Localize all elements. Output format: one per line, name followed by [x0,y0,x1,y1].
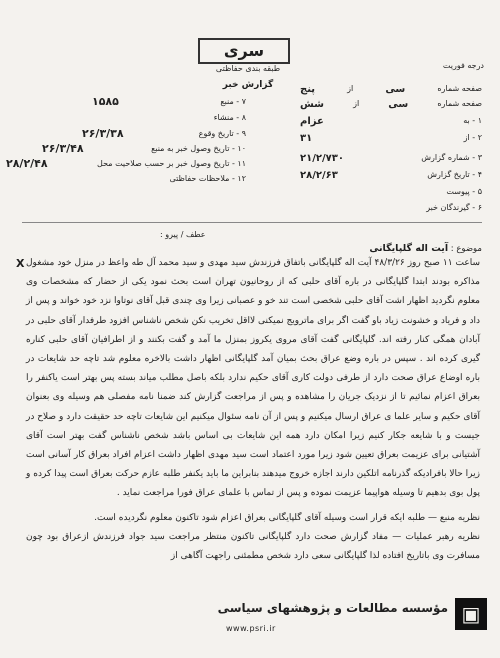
field-source-receipt-date-value: ۲۶/۳/۴۸ [42,142,84,155]
field-origin: ۸ - منشاء [213,113,246,122]
reference-label: عطف / پیرو : [160,230,206,239]
field-local-receipt-date-value: ۲۸/۲/۴۸ [6,157,48,170]
field-attachment: ۵ - پیوست [446,187,482,196]
field-source-value: ۱۵۸۵ [92,95,119,108]
header-divider [22,222,482,223]
field-report-number: ۳ - شماره گزارش ۲۱/۲/۷۳۰ [300,153,482,164]
report-body [26,254,480,566]
source-opinion: نظریه منبع — طلبه ایکه قرار است وسیله آقای گلپایگانی بعراق اعزام شود تاکنون معلوم نگردیده است. [94,512,480,523]
field-source: ۷ - منبع [220,97,246,106]
field-from: ۲ - از ۳۱ [300,133,482,144]
margin-mark: X [16,257,25,270]
field-security-notes: ۱۲ - ملاحظات حفاظتی [169,174,246,183]
urgency-label: درجه فوریت [442,61,484,70]
institute-logo-icon: ▣ [455,598,487,630]
body-paragraph: ساعت ۱۱ صبح روز ۴۸/۳/۲۶ آیت اله گلپایگانی باتفاق فرزندش سید مهدی و سید محمد آل طه واعظ در منزل خود مشغول مذاکره بودند ابتدا گلپایگانی در باره آقای حلبی که از روحانیون تهران است بحث نمود یکی از حضار که مشخصات وی معلوم نگردید اظهار اشت آقای حلبی شخصی است تند خو و عصبانی زیرا وی چندی قبل آقای نوتاوا نزد خود خواند و پس از داد و فریاد و خشونت زیاد باو گفت اگر برای ماترویج نمیکنی لااقل تخریب نکن شخص ناشناس افزود طرفدار آقای حلبی در آبادان همگی کنار رفته اند. گلپایگانی گفت آقای مروی یکروز بمنزل ما آمد و گفت بکنند و از اطرافیان آقای حلبی کناره گیری کرده اند . سپس در باره وضع عراق بحث بمیان آمد گلپایگانی اظهار داشت بالاخره معلوم شد تاچه حد شایعات در باره اوضاع عراق صحت دارد از طرفی دولت کاری آقای حکیم ندارد بلکه باصل مطلب میاند بسته پس بهتر است یاکنفر را بعراق اعزام نمائیم تا از نزدیک جریان را مشاهده و پس از مراجعت گزارش کند ضمنا نامه مفصلی هم وسیله وی بعنوان آقای حکیم و سایر علما ی عراق ارسال میکنیم و پس از آن نامه سئوال میکنیم این شایعات تاچه حد حقیقت دارد و صلاح در جیست و با شایعه جکار کنیم زیرا امکان دارد همه این شایعات بی اساس باشد شخص ناشناس گفت بهتر است آقای آشتیانی برای عزیمت بعراق تعیین شود زیرا مورد اعتماد است سید مهدی اظهار داشت اعزام افراد بعراق کار آسانی است زیرا حالا بافرادیکه گذرنامه اتلکین دارند اجازه خروج میدهند بنابراین ما باید یکنفر طلبه عازم حرکت بعراق است پیدا کرده و پول بوی بدهیم تا وسیله هواپیما عزیمت نموده و پس از تماس با علمای عراق فورا مراجعت نماید . [26,258,480,499]
field-occurrence-date-value: ۲۶/۳/۳۸ [82,127,124,140]
report-title: گزارش خبر [222,80,274,90]
field-source-receipt-date: ۱۰ - تاریخ وصول خبر به منبع [151,144,246,153]
operations-opinion: نظریه رهبر عملیات — مفاد گزارش صحت دارد گلپایگانی تاکنون منتظر مراجعت سید جواد فرزندش ازعراق بود چون مسافرت وی باتاریخ افتاده لذا گلپایگانی سعی دارد شخص مطمئنی راجهت آگاهی از [26,531,480,562]
institute-name: مؤسسه مطالعات و پژوهشهای سیاسی [217,601,448,615]
field-local-receipt-date: ۱۱ - تاریخ وصول خبر بر حسب صلاحیت محل [97,159,246,168]
classification-level-label: طبقه بندی حفاظتی [215,64,281,73]
field-occurrence-date: ۹ - تاریخ وقوع [198,129,246,138]
institute-url: www.psri.ir [226,624,276,633]
subject-line: موضوع : آیت اله گلپایگانی [369,243,482,254]
field-page-number-2: صفحه شماره سی از شش [300,99,482,110]
field-page-number-1: صفحه شماره سی از پنج [300,84,482,95]
field-report-date: ۴ - تاریخ گزارش ۲۸/۲/۶۳ [300,170,482,181]
field-recipients: ۶ - گیرندگان خبر [426,203,482,212]
classification-stamp: سری [198,38,290,64]
field-to: ۱ - به عزام [300,116,482,127]
